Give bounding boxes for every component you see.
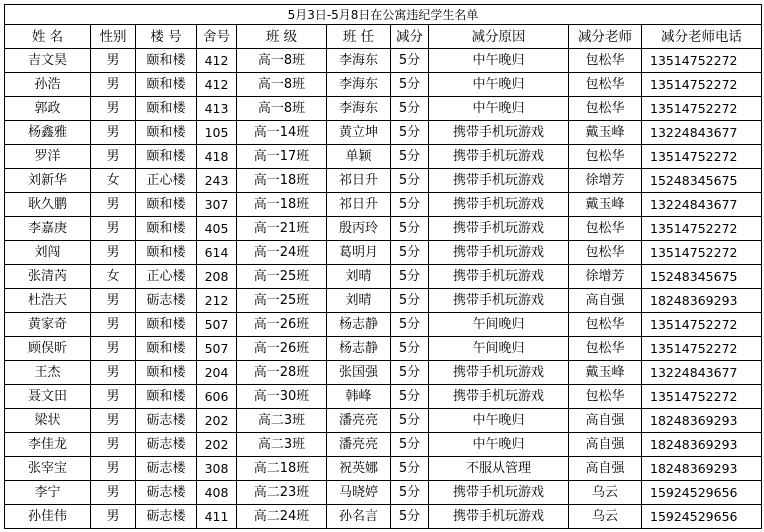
cell-gender: 男 [91, 457, 136, 481]
table-row [5, 361, 762, 385]
header-deducting-teacher: 减分老师 [569, 25, 642, 49]
cell-building: 颐和楼 [136, 97, 197, 121]
header-gender: 性别 [91, 25, 136, 49]
cell-name: 张宰宝 [5, 457, 91, 481]
cell-name: 吉文昊 [5, 49, 91, 73]
cell-phone: 15924529656 [642, 505, 762, 529]
cell-class: 高一30班 [237, 385, 327, 409]
cell-name: 郭政 [5, 97, 91, 121]
cell-gender: 女 [91, 265, 136, 289]
cell-deduction: 5分 [391, 385, 429, 409]
cell-deduction: 5分 [391, 241, 429, 265]
cell-reason: 携带手机玩游戏 [429, 121, 569, 145]
cell-gender: 男 [91, 481, 136, 505]
cell-gender: 男 [91, 385, 136, 409]
header-deduction: 减分 [391, 25, 429, 49]
cell-phone: 18248369293 [642, 289, 762, 313]
table-row [5, 169, 762, 193]
table-row [5, 73, 762, 97]
cell-deduction: 5分 [391, 193, 429, 217]
cell-deducting-teacher: 高自强 [569, 433, 642, 457]
cell-room: 408 [197, 481, 237, 505]
cell-name: 黄家奇 [5, 313, 91, 337]
cell-deduction: 5分 [391, 481, 429, 505]
cell-deduction: 5分 [391, 289, 429, 313]
cell-class: 高一25班 [237, 265, 327, 289]
cell-room: 405 [197, 217, 237, 241]
table-row [5, 145, 762, 169]
cell-gender: 男 [91, 241, 136, 265]
cell-deducting-teacher: 高自强 [569, 289, 642, 313]
cell-class: 高一8班 [237, 49, 327, 73]
cell-deduction: 5分 [391, 457, 429, 481]
cell-gender: 男 [91, 97, 136, 121]
title-row [5, 5, 762, 25]
header-name: 姓 名 [5, 25, 91, 49]
cell-deduction: 5分 [391, 145, 429, 169]
cell-phone: 18248369293 [642, 409, 762, 433]
cell-deduction: 5分 [391, 169, 429, 193]
cell-reason: 中午晚归 [429, 409, 569, 433]
cell-reason: 中午晚归 [429, 49, 569, 73]
cell-reason: 携带手机玩游戏 [429, 361, 569, 385]
cell-name: 梁状 [5, 409, 91, 433]
cell-deducting-teacher: 戴玉峰 [569, 121, 642, 145]
cell-building: 颐和楼 [136, 241, 197, 265]
cell-phone: 15248345675 [642, 169, 762, 193]
cell-room: 202 [197, 433, 237, 457]
cell-phone: 13514752272 [642, 217, 762, 241]
cell-name: 刘新华 [5, 169, 91, 193]
cell-name: 杨鑫雅 [5, 121, 91, 145]
cell-reason: 携带手机玩游戏 [429, 145, 569, 169]
table-row [5, 385, 762, 409]
cell-teacher: 孙名言 [327, 505, 391, 529]
cell-teacher: 单颖 [327, 145, 391, 169]
cell-phone: 13514752272 [642, 385, 762, 409]
cell-teacher: 祁日升 [327, 169, 391, 193]
cell-phone: 13224843677 [642, 193, 762, 217]
header-row [5, 25, 762, 49]
cell-name: 王杰 [5, 361, 91, 385]
cell-reason: 携带手机玩游戏 [429, 289, 569, 313]
header-class: 班 级 [237, 25, 327, 49]
table-row [5, 49, 762, 73]
cell-building: 砺志楼 [136, 505, 197, 529]
cell-reason: 携带手机玩游戏 [429, 385, 569, 409]
cell-name: 李嘉庚 [5, 217, 91, 241]
cell-room: 412 [197, 73, 237, 97]
header-teacher: 班 任 [327, 25, 391, 49]
table-row [5, 97, 762, 121]
cell-phone: 13514752272 [642, 49, 762, 73]
header-building: 楼 号 [136, 25, 197, 49]
cell-name: 刘闯 [5, 241, 91, 265]
cell-building: 正心楼 [136, 265, 197, 289]
table-row [5, 265, 762, 289]
cell-teacher: 祁日升 [327, 193, 391, 217]
cell-reason: 携带手机玩游戏 [429, 193, 569, 217]
cell-room: 413 [197, 97, 237, 121]
cell-class: 高二18班 [237, 457, 327, 481]
cell-phone: 13224843677 [642, 121, 762, 145]
cell-deducting-teacher: 包松华 [569, 73, 642, 97]
cell-building: 颐和楼 [136, 145, 197, 169]
cell-class: 高一18班 [237, 193, 327, 217]
cell-building: 颐和楼 [136, 193, 197, 217]
cell-deducting-teacher: 包松华 [569, 97, 642, 121]
cell-deducting-teacher: 高自强 [569, 457, 642, 481]
cell-class: 高二3班 [237, 409, 327, 433]
cell-teacher: 潘亮亮 [327, 409, 391, 433]
table-row [5, 457, 762, 481]
cell-gender: 男 [91, 217, 136, 241]
cell-room: 411 [197, 505, 237, 529]
cell-name: 杜浩天 [5, 289, 91, 313]
cell-deducting-teacher: 乌云 [569, 505, 642, 529]
cell-gender: 男 [91, 289, 136, 313]
cell-building: 砺志楼 [136, 481, 197, 505]
table-row [5, 193, 762, 217]
cell-teacher: 葛明月 [327, 241, 391, 265]
cell-building: 砺志楼 [136, 409, 197, 433]
cell-deducting-teacher: 戴玉峰 [569, 361, 642, 385]
cell-class: 高一17班 [237, 145, 327, 169]
cell-building: 颐和楼 [136, 73, 197, 97]
cell-deducting-teacher: 包松华 [569, 145, 642, 169]
header-room: 舍号 [197, 25, 237, 49]
cell-teacher: 杨志静 [327, 337, 391, 361]
cell-name: 张清芮 [5, 265, 91, 289]
cell-deduction: 5分 [391, 433, 429, 457]
cell-reason: 中午晚归 [429, 73, 569, 97]
cell-building: 颐和楼 [136, 337, 197, 361]
cell-gender: 男 [91, 313, 136, 337]
cell-name: 罗洋 [5, 145, 91, 169]
cell-phone: 15924529656 [642, 481, 762, 505]
cell-room: 614 [197, 241, 237, 265]
cell-gender: 男 [91, 73, 136, 97]
header-reason: 减分原因 [429, 25, 569, 49]
cell-building: 颐和楼 [136, 217, 197, 241]
cell-deduction: 5分 [391, 505, 429, 529]
cell-name: 孙浩 [5, 73, 91, 97]
cell-reason: 携带手机玩游戏 [429, 169, 569, 193]
cell-deducting-teacher: 包松华 [569, 49, 642, 73]
cell-building: 颐和楼 [136, 313, 197, 337]
cell-deduction: 5分 [391, 265, 429, 289]
cell-teacher: 黄立坤 [327, 121, 391, 145]
cell-room: 308 [197, 457, 237, 481]
cell-reason: 携带手机玩游戏 [429, 505, 569, 529]
cell-deduction: 5分 [391, 217, 429, 241]
cell-room: 204 [197, 361, 237, 385]
cell-phone: 13514752272 [642, 337, 762, 361]
cell-deducting-teacher: 高自强 [569, 409, 642, 433]
cell-class: 高一24班 [237, 241, 327, 265]
cell-deduction: 5分 [391, 97, 429, 121]
cell-deduction: 5分 [391, 121, 429, 145]
cell-class: 高一8班 [237, 73, 327, 97]
table-row [5, 337, 762, 361]
cell-teacher: 潘亮亮 [327, 433, 391, 457]
cell-deduction: 5分 [391, 409, 429, 433]
cell-teacher: 李海东 [327, 97, 391, 121]
cell-reason: 携带手机玩游戏 [429, 217, 569, 241]
cell-teacher: 刘晴 [327, 289, 391, 313]
cell-gender: 男 [91, 193, 136, 217]
cell-building: 颐和楼 [136, 361, 197, 385]
cell-class: 高一8班 [237, 97, 327, 121]
cell-deducting-teacher: 乌云 [569, 481, 642, 505]
cell-class: 高一26班 [237, 313, 327, 337]
cell-name: 李佳龙 [5, 433, 91, 457]
cell-gender: 男 [91, 505, 136, 529]
cell-room: 412 [197, 49, 237, 73]
cell-gender: 女 [91, 169, 136, 193]
cell-deducting-teacher: 包松华 [569, 217, 642, 241]
cell-deduction: 5分 [391, 73, 429, 97]
cell-teacher: 杨志静 [327, 313, 391, 337]
cell-room: 507 [197, 337, 237, 361]
cell-reason: 中午晚归 [429, 433, 569, 457]
cell-gender: 男 [91, 361, 136, 385]
cell-reason: 携带手机玩游戏 [429, 241, 569, 265]
cell-phone: 13514752272 [642, 145, 762, 169]
cell-teacher: 张国强 [327, 361, 391, 385]
cell-deducting-teacher: 包松华 [569, 385, 642, 409]
table-row [5, 433, 762, 457]
cell-reason: 携带手机玩游戏 [429, 265, 569, 289]
cell-building: 正心楼 [136, 169, 197, 193]
cell-phone: 13514752272 [642, 313, 762, 337]
table-row [5, 505, 762, 529]
cell-phone: 13514752272 [642, 97, 762, 121]
cell-name: 聂文田 [5, 385, 91, 409]
cell-building: 砺志楼 [136, 457, 197, 481]
table-title: 5月3日-5月8日在公寓违纪学生名单 [5, 5, 762, 25]
cell-name: 李宁 [5, 481, 91, 505]
cell-class: 高一26班 [237, 337, 327, 361]
cell-building: 砺志楼 [136, 289, 197, 313]
cell-room: 418 [197, 145, 237, 169]
cell-teacher: 马晓婷 [327, 481, 391, 505]
cell-room: 307 [197, 193, 237, 217]
cell-phone: 18248369293 [642, 433, 762, 457]
header-teacher-phone: 减分老师电话 [642, 25, 762, 49]
cell-gender: 男 [91, 433, 136, 457]
cell-reason: 携带手机玩游戏 [429, 481, 569, 505]
cell-deducting-teacher: 戴玉峰 [569, 193, 642, 217]
cell-gender: 男 [91, 337, 136, 361]
cell-deducting-teacher: 包松华 [569, 241, 642, 265]
cell-name: 顾俣昕 [5, 337, 91, 361]
cell-phone: 13514752272 [642, 73, 762, 97]
cell-deducting-teacher: 包松华 [569, 313, 642, 337]
cell-class: 高一21班 [237, 217, 327, 241]
table-row [5, 241, 762, 265]
table-row [5, 313, 762, 337]
cell-deduction: 5分 [391, 313, 429, 337]
cell-building: 颐和楼 [136, 49, 197, 73]
cell-building: 颐和楼 [136, 121, 197, 145]
cell-name: 孙佳伟 [5, 505, 91, 529]
cell-room: 208 [197, 265, 237, 289]
cell-room: 606 [197, 385, 237, 409]
cell-deduction: 5分 [391, 337, 429, 361]
table-row [5, 121, 762, 145]
cell-deduction: 5分 [391, 49, 429, 73]
table-row [5, 217, 762, 241]
cell-room: 212 [197, 289, 237, 313]
table-row [5, 289, 762, 313]
cell-name: 耿久鹏 [5, 193, 91, 217]
cell-teacher: 韩峰 [327, 385, 391, 409]
cell-deducting-teacher: 徐增芳 [569, 169, 642, 193]
cell-teacher: 李海东 [327, 49, 391, 73]
cell-room: 202 [197, 409, 237, 433]
cell-gender: 男 [91, 145, 136, 169]
cell-room: 507 [197, 313, 237, 337]
cell-class: 高二24班 [237, 505, 327, 529]
cell-phone: 13514752272 [642, 241, 762, 265]
cell-reason: 中午晚归 [429, 97, 569, 121]
cell-room: 243 [197, 169, 237, 193]
table-row [5, 409, 762, 433]
cell-teacher: 祝英娜 [327, 457, 391, 481]
cell-teacher: 李海东 [327, 73, 391, 97]
cell-gender: 男 [91, 409, 136, 433]
cell-class: 高一28班 [237, 361, 327, 385]
cell-teacher: 殷丙玲 [327, 217, 391, 241]
table-row [5, 481, 762, 505]
cell-class: 高二3班 [237, 433, 327, 457]
cell-deducting-teacher: 包松华 [569, 337, 642, 361]
cell-class: 高一25班 [237, 289, 327, 313]
cell-phone: 18248369293 [642, 457, 762, 481]
cell-deducting-teacher: 徐增芳 [569, 265, 642, 289]
cell-class: 高二23班 [237, 481, 327, 505]
cell-phone: 15248345675 [642, 265, 762, 289]
cell-gender: 男 [91, 121, 136, 145]
cell-class: 高一18班 [237, 169, 327, 193]
cell-class: 高一14班 [237, 121, 327, 145]
cell-phone: 13224843677 [642, 361, 762, 385]
cell-reason: 午间晚归 [429, 337, 569, 361]
cell-building: 颐和楼 [136, 385, 197, 409]
cell-gender: 男 [91, 49, 136, 73]
discipline-table [4, 4, 762, 529]
cell-room: 105 [197, 121, 237, 145]
cell-building: 砺志楼 [136, 433, 197, 457]
cell-reason: 不服从管理 [429, 457, 569, 481]
cell-deduction: 5分 [391, 361, 429, 385]
cell-reason: 午间晚归 [429, 313, 569, 337]
cell-teacher: 刘晴 [327, 265, 391, 289]
